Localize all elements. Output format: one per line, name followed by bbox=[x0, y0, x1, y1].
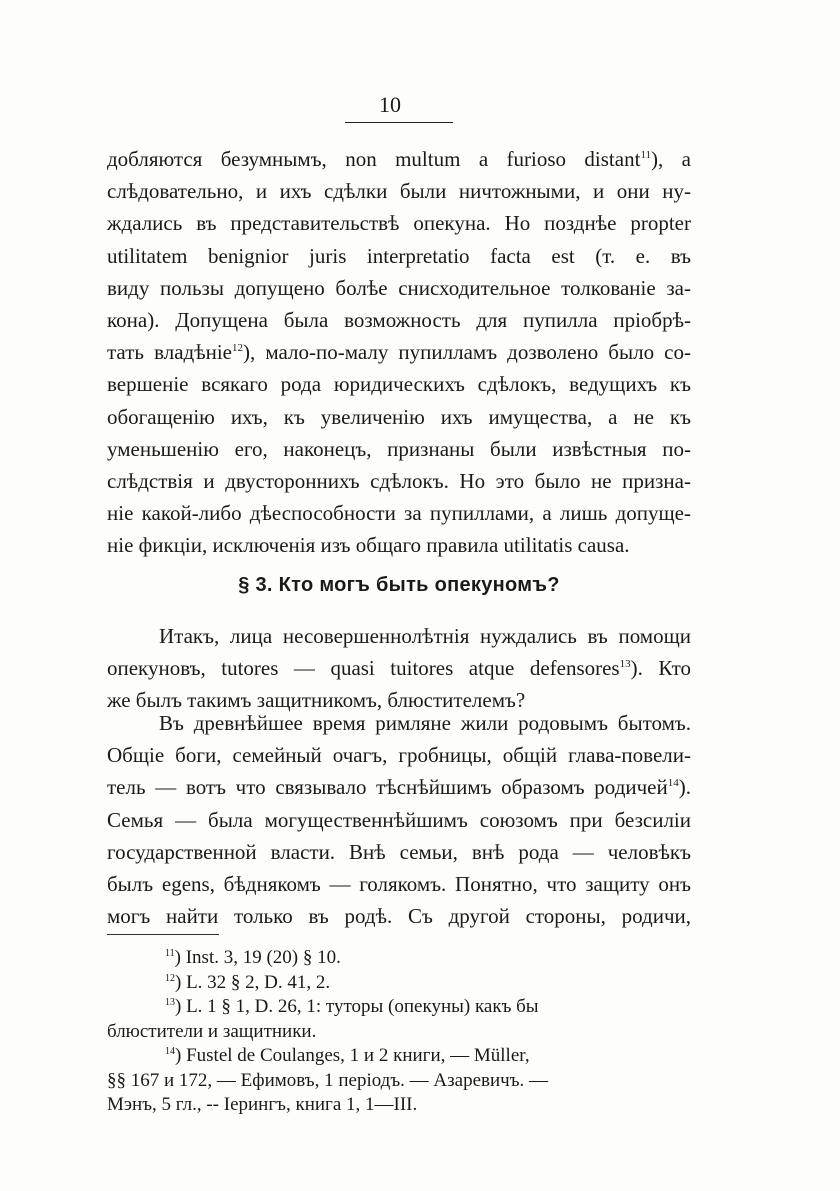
paragraph-2 bbox=[107, 620, 691, 717]
text-line: кона). Допущена была возможность для пупилла пріобрѣ- bbox=[107, 308, 691, 333]
footnote-13-continued: блюстители и защитники. bbox=[107, 1020, 317, 1042]
text-line: ніе фикціи, исключенія изъ общаго правила utilitatis causa. bbox=[107, 533, 630, 558]
text-line: тать владѣніе$^{12}$), мало-по-малу пупилламъ дозволено было со- bbox=[107, 340, 691, 365]
text-line: уменьшенію его, наконецъ, признаны были извѣстныя по- bbox=[107, 436, 691, 461]
text-line: тель — вотъ что связывало тѣснѣйшимъ образомъ родичей$^{14}$). bbox=[107, 775, 691, 800]
footnote-marker: 12 bbox=[165, 972, 175, 984]
text-line: Итакъ, лица несовершеннолѣтнія нуждались въ помощи bbox=[159, 624, 691, 648]
footnote-rule bbox=[107, 934, 219, 935]
text-line: добляются безумнымъ, non multum a furioso distant$^{11}$), а bbox=[107, 147, 691, 171]
paragraph-3 bbox=[107, 707, 691, 932]
section-heading: § 3. Кто могъ быть опекуномъ? bbox=[238, 574, 560, 596]
text-line: ждались въ представительствѣ опекуна. Но позднѣе propter bbox=[107, 211, 691, 236]
text-line: Семья — была могущественнѣйшимъ союзомъ при безсиліи bbox=[107, 807, 691, 832]
footnotes bbox=[107, 946, 691, 1118]
footnote-14-continued: §§ 167 и 172, — Ефимовъ, 1 періодъ. — Азаревичъ. — bbox=[107, 1069, 549, 1091]
text-line: Въ древнѣйшее время римляне жили родовымъ бытомъ. bbox=[159, 711, 691, 735]
footnote-marker: 11 bbox=[640, 149, 652, 161]
text-line: Общіе боги, семейный очагъ, гробницы, общій глава-повели- bbox=[107, 743, 691, 768]
page-number-rule bbox=[345, 122, 453, 123]
text-line: utilitatem benignior juris interpretatio facta est (т. е. въ bbox=[107, 243, 691, 268]
text-line: слѣдовательно, и ихъ сдѣлки были ничтожными, и они ну- bbox=[107, 179, 691, 204]
text-line: вершеніе всякаго рода юридическихъ сдѣлокъ, ведущихъ къ bbox=[107, 372, 691, 397]
paragraph-1 bbox=[107, 143, 691, 562]
footnote-marker: 14 bbox=[165, 1046, 175, 1057]
text-line: опекуновъ, tutores — quasi tuitores atque defensores$^{13}$). Кто bbox=[107, 656, 691, 681]
footnote-14-continued: Мэнъ, 5 гл., -- Іерингъ, книга 1, 1—III. bbox=[107, 1094, 418, 1115]
text-line: государственной власти. Внѣ семьи, внѣ рода — человѣкъ bbox=[107, 839, 691, 864]
text-line: же былъ такимъ защитникомъ, блюстителемъ? bbox=[107, 688, 526, 713]
text-line: ніе какой-либо дѣеспособности за пупиллами, а лишь допуще- bbox=[107, 501, 691, 526]
footnote-11: $^{11}$) Inst. 3, 19 (20) § 10. bbox=[165, 947, 341, 968]
footnote-13: $^{13}$) L. 1 § 1, D. 26, 1: туторы (опекуны) какъ бы bbox=[165, 996, 539, 1017]
footnote-marker: 13 bbox=[165, 997, 175, 1008]
footnote-marker: 13 bbox=[619, 658, 631, 671]
footnote-marker: 12 bbox=[232, 342, 243, 355]
page-number: 10 bbox=[379, 92, 401, 117]
footnote-12: $^{12}$) L. 32 § 2, D. 41, 2. bbox=[165, 971, 331, 993]
text-line: былъ egens, бѣднякомъ — голякомъ. Понятно, что защиту онъ bbox=[107, 872, 691, 897]
text-line: могъ найти только въ родѣ. Съ другой стороны, родичи, bbox=[107, 904, 691, 929]
text-line: обогащенію ихъ, къ увеличенію ихъ имущества, а не къ bbox=[107, 404, 691, 429]
footnote-marker: 14 bbox=[667, 777, 679, 790]
footnote-marker: 11 bbox=[165, 948, 175, 959]
footnote-14: $^{14}$) Fustel de Coulanges, 1 и 2 книги, — Müller, bbox=[165, 1045, 530, 1066]
text-line: виду пользы допущено болѣе снисходительное толкованіе за- bbox=[107, 275, 691, 300]
text-line: слѣдствія и двустороннихъ сдѣлокъ. Но это было не призна- bbox=[107, 469, 691, 494]
